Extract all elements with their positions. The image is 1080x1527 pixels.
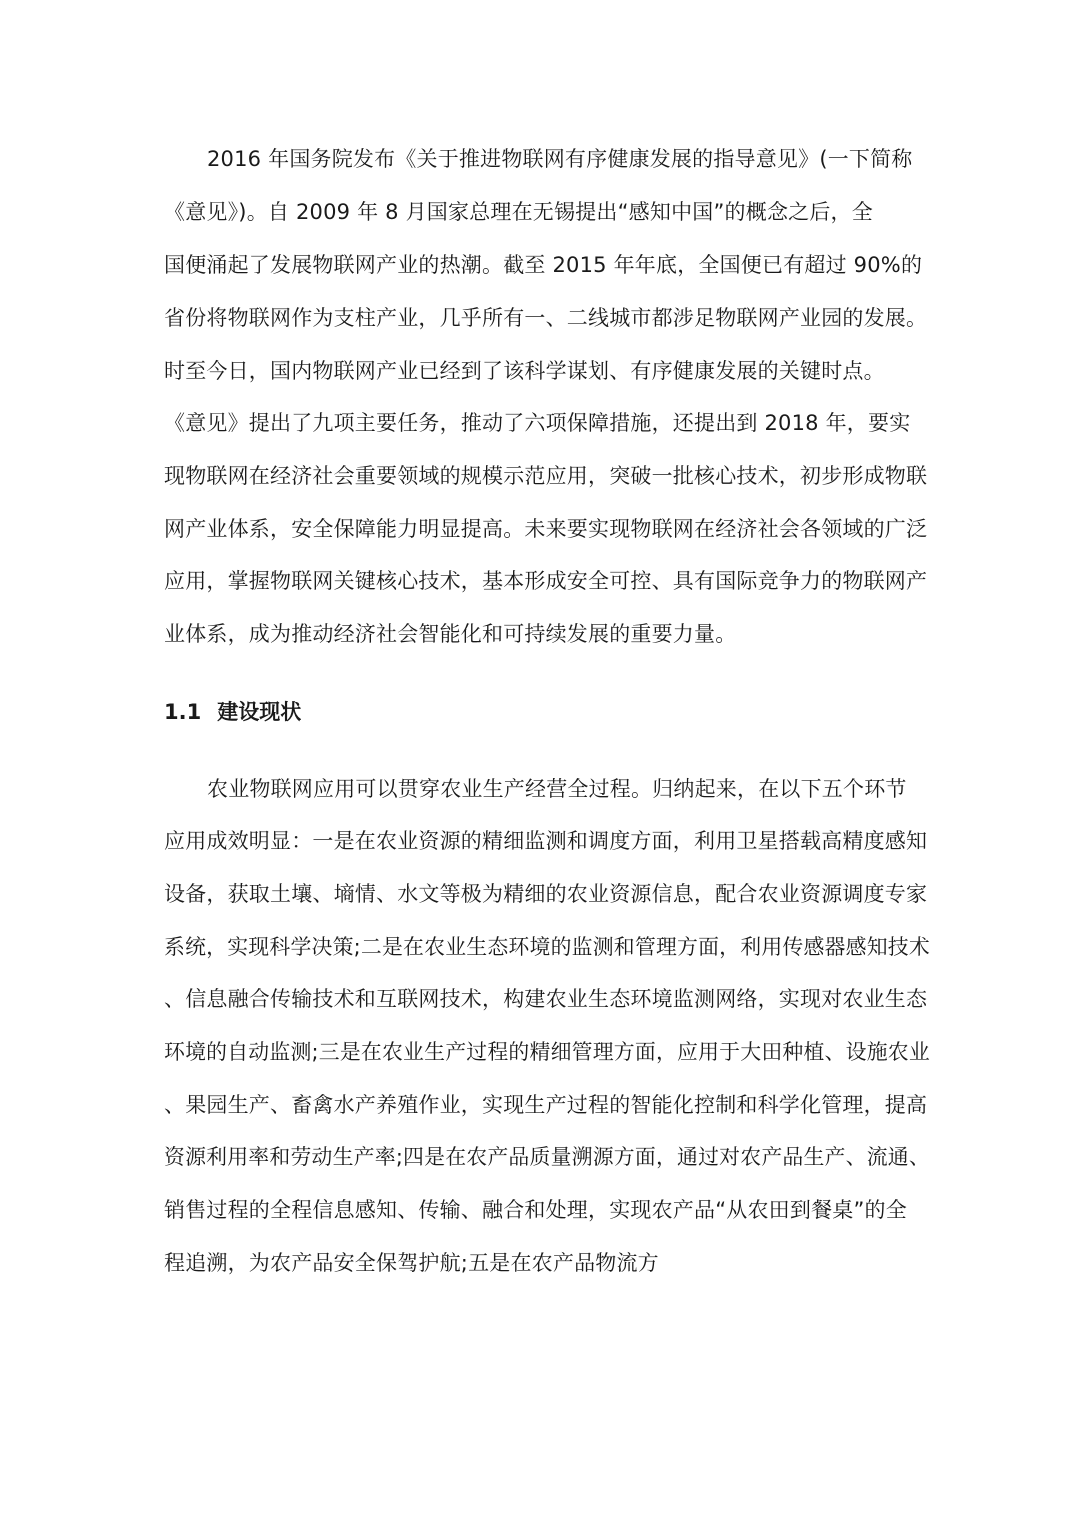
paragraph-2-line: 应用成效明显：一是在农业资源的精细监测和调度方面，利用卫星搭载高精度感知: [164, 829, 928, 853]
paragraph-1-line: 《意见》)。自 2009 年 8 月国家总理在无锡提出“感知中国”的概念之后，全: [164, 200, 873, 224]
paragraph-1-line: 应用，掌握物联网关键核心技术，基本形成安全可控、具有国际竞争力的物联网产: [164, 569, 928, 593]
paragraph-2-line: 设备，获取土壤、墒情、水文等极为精细的农业资源信息，配合农业资源调度专家: [164, 882, 928, 906]
paragraph-1-line: 时至今日，国内物联网产业已经到了该科学谋划、有序健康发展的关键时点。: [164, 359, 885, 383]
section-number: 1.1: [164, 700, 202, 724]
paragraph-1-line: 《意见》提出了九项主要任务，推动了六项保障措施，还提出到 2018 年，要实: [164, 411, 911, 435]
paragraph-1-line: 网产业体系，安全保障能力明显提高。未来要实现物联网在经济社会各领域的广泛: [164, 517, 928, 541]
paragraph-2-line: 销售过程的全程信息感知、传输、融合和处理，实现农产品“从农田到餐桌”的全: [164, 1198, 907, 1222]
paragraph-2-line: 农业物联网应用可以贯穿农业生产经营全过程。归纳起来，在以下五个环节: [207, 777, 907, 801]
paragraph-2-line: 程追溯，为农产品安全保驾护航;五是在农产品物流方: [164, 1251, 659, 1275]
paragraph-2-line: 资源利用率和劳动生产率;四是在农产品质量溯源方面，通过对农产品生产、流通、: [164, 1145, 930, 1169]
paragraph-1-line: 现物联网在经济社会重要领域的规模示范应用，突破一批核心技术，初步形成物联: [164, 464, 928, 488]
paragraph-2-line: 、信息融合传输技术和互联网技术，构建农业生态环境监测网络，实现对农业生态: [164, 987, 928, 1011]
paragraph-2-line: 环境的自动监测;三是在农业生产过程的精细管理方面，应用于大田种植、设施农业: [164, 1040, 930, 1064]
paragraph-1-line: 省份将物联网作为支柱产业，几乎所有一、二线城市都涉足物联网产业园的发展。: [164, 306, 928, 330]
section-heading: [164, 697, 301, 727]
section-title: 建设现状: [217, 700, 302, 724]
paragraph-2-line: 系统，实现科学决策;二是在农业生态环境的监测和管理方面，利用传感器感知技术: [164, 935, 930, 959]
paragraph-2-line: 、果园生产、畜禽水产养殖作业，实现生产过程的智能化控制和科学化管理，提高: [164, 1093, 928, 1117]
paragraph-1-line: 业体系，成为推动经济社会智能化和可持续发展的重要力量。: [164, 622, 737, 646]
paragraph-1-line: 2016 年国务院发布《关于推进物联网有序健康发展的指导意见》(一下简称: [207, 147, 913, 171]
paragraph-1-line: 国便涌起了发展物联网产业的热潮。截至 2015 年年底，全国便已有超过 90%的: [164, 253, 923, 277]
